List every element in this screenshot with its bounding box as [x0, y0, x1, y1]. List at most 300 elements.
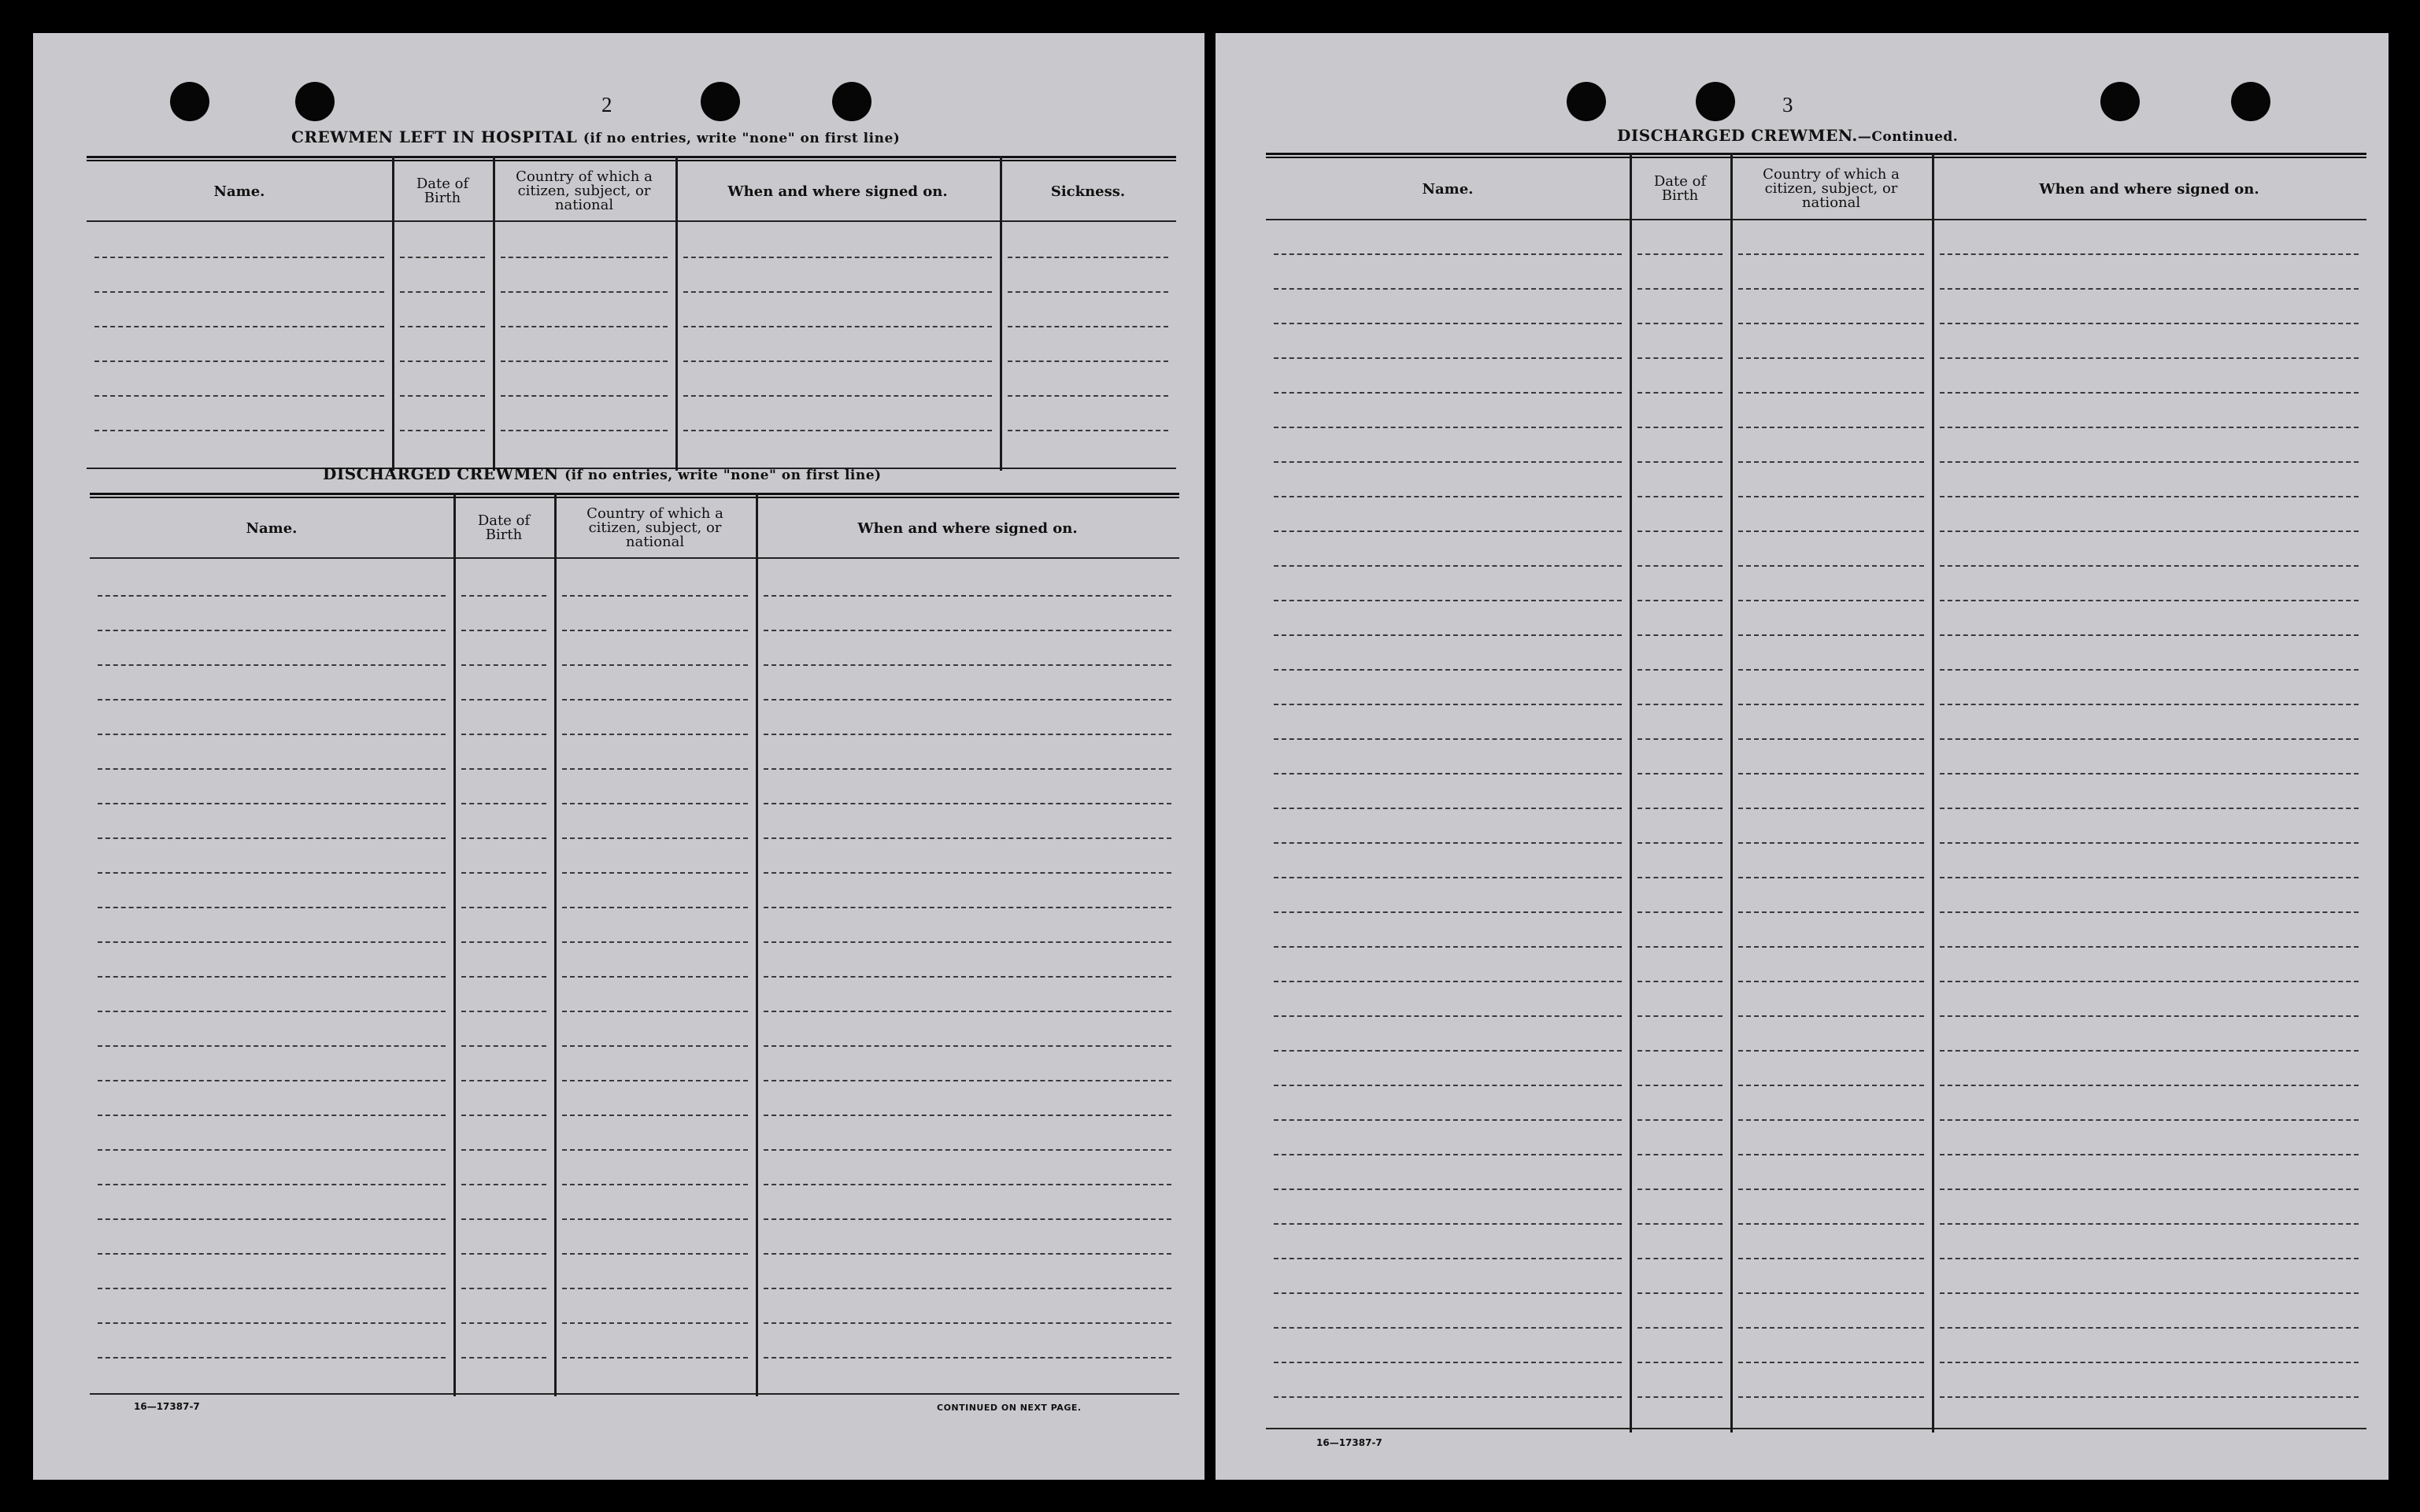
- blank-entry-line[interactable]: [501, 291, 668, 293]
- blank-entry-line[interactable]: [98, 768, 446, 770]
- blank-entry-line[interactable]: [1637, 842, 1722, 844]
- blank-entry-line[interactable]: [1738, 1119, 1924, 1121]
- blank-entry-line[interactable]: [1940, 1050, 2359, 1052]
- blank-entry-line[interactable]: [562, 1322, 748, 1324]
- blank-entry-line[interactable]: [501, 326, 668, 327]
- punch-hole: [1696, 82, 1735, 121]
- column-header-country: Country of which a citizen, subject, or national: [586, 505, 723, 550]
- blank-entry-line[interactable]: [1738, 842, 1924, 844]
- blank-entry-line[interactable]: [1274, 1085, 1622, 1086]
- blank-entry-line[interactable]: [764, 1149, 1171, 1151]
- blank-entry-line[interactable]: [1274, 1327, 1622, 1329]
- blank-entry-line[interactable]: [400, 360, 485, 362]
- blank-entry-line[interactable]: [562, 803, 748, 804]
- blank-entry-line[interactable]: [683, 360, 992, 362]
- blank-entry-line[interactable]: [98, 595, 446, 597]
- blank-entry-line[interactable]: [1637, 392, 1722, 394]
- blank-entry-line[interactable]: [562, 907, 748, 908]
- blank-entry-line[interactable]: [1738, 911, 1924, 913]
- blank-entry-line[interactable]: [461, 630, 546, 631]
- blank-entry-line[interactable]: [764, 664, 1171, 666]
- blank-entry-line[interactable]: [1738, 1050, 1924, 1052]
- blank-entry-line[interactable]: [1940, 392, 2359, 394]
- blank-entry-line[interactable]: [1940, 1119, 2359, 1121]
- blank-entry-line[interactable]: [98, 907, 446, 908]
- blank-entry-line[interactable]: [1637, 773, 1722, 774]
- blank-entry-line[interactable]: [764, 1357, 1171, 1359]
- blank-entry-line[interactable]: [461, 1357, 546, 1359]
- blank-entry-line[interactable]: [1274, 1119, 1622, 1121]
- blank-entry-line[interactable]: [1637, 496, 1722, 497]
- blank-entry-line[interactable]: [1738, 1292, 1924, 1294]
- blank-entry-line[interactable]: [1274, 669, 1622, 671]
- blank-entry-line[interactable]: [1274, 1050, 1622, 1052]
- blank-entry-line[interactable]: [1940, 634, 2359, 636]
- right-page: [1216, 33, 2389, 1480]
- blank-entry-line[interactable]: [98, 941, 446, 943]
- blank-entry-line[interactable]: [1637, 1119, 1722, 1121]
- blank-entry-line[interactable]: [1637, 1362, 1722, 1363]
- blank-entry-line[interactable]: [1008, 326, 1168, 327]
- blank-entry-line[interactable]: [562, 630, 748, 631]
- blank-entry-line[interactable]: [1637, 565, 1722, 567]
- blank-entry-line[interactable]: [764, 1218, 1171, 1220]
- discharged-continued-label: DISCHARGED CREWMEN.: [1617, 126, 1858, 145]
- blank-entry-line[interactable]: [1940, 1292, 2359, 1294]
- blank-entry-line[interactable]: [1274, 773, 1622, 774]
- blank-entry-line[interactable]: [1274, 634, 1622, 636]
- blank-entry-line[interactable]: [461, 1218, 546, 1220]
- blank-entry-line[interactable]: [98, 734, 446, 735]
- blank-entry-line[interactable]: [1940, 981, 2359, 982]
- blank-entry-line[interactable]: [1738, 357, 1924, 359]
- blank-entry-line[interactable]: [1940, 565, 2359, 567]
- column-header-name: Name.: [1422, 180, 1474, 198]
- blank-entry-line[interactable]: [1940, 1362, 2359, 1363]
- blank-entry-line[interactable]: [501, 257, 668, 258]
- blank-entry-line[interactable]: [461, 595, 546, 597]
- column-header-dob: Date of Birth: [1653, 173, 1707, 204]
- blank-entry-line[interactable]: [1738, 565, 1924, 567]
- blank-entry-line[interactable]: [1940, 1327, 2359, 1329]
- blank-entry-line[interactable]: [461, 699, 546, 701]
- blank-entry-line[interactable]: [98, 1045, 446, 1047]
- blank-entry-line[interactable]: [683, 430, 992, 431]
- blank-entry-line[interactable]: [562, 1288, 748, 1289]
- blank-entry-line[interactable]: [1738, 1258, 1924, 1259]
- blank-entry-line[interactable]: [1274, 738, 1622, 740]
- blank-entry-line[interactable]: [562, 837, 748, 839]
- blank-entry-line[interactable]: [1637, 427, 1722, 428]
- blank-entry-line[interactable]: [1274, 1396, 1622, 1398]
- blank-entry-line[interactable]: [683, 257, 992, 258]
- blank-entry-line[interactable]: [461, 872, 546, 874]
- blank-entry-line[interactable]: [1008, 257, 1168, 258]
- blank-entry-line[interactable]: [1637, 704, 1722, 705]
- blank-entry-line[interactable]: [562, 1253, 748, 1255]
- blank-entry-line[interactable]: [1637, 981, 1722, 982]
- blank-entry-line[interactable]: [1274, 1015, 1622, 1017]
- blank-entry-line[interactable]: [1274, 461, 1622, 463]
- blank-entry-line[interactable]: [1008, 430, 1168, 431]
- blank-entry-line[interactable]: [764, 734, 1171, 735]
- blank-entry-line[interactable]: [764, 699, 1171, 701]
- blank-entry-line[interactable]: [1940, 530, 2359, 532]
- blank-entry-line[interactable]: [1738, 1189, 1924, 1190]
- punch-hole: [1567, 82, 1606, 121]
- blank-entry-line[interactable]: [1274, 530, 1622, 532]
- punch-hole: [701, 82, 740, 121]
- blank-entry-line[interactable]: [1738, 427, 1924, 428]
- blank-entry-line[interactable]: [1637, 530, 1722, 532]
- blank-entry-line[interactable]: [1940, 808, 2359, 809]
- blank-entry-line[interactable]: [764, 941, 1171, 943]
- blank-entry-line[interactable]: [562, 595, 748, 597]
- blank-entry-line[interactable]: [400, 430, 485, 431]
- blank-entry-line[interactable]: [1738, 738, 1924, 740]
- blank-entry-line[interactable]: [461, 941, 546, 943]
- blank-entry-line[interactable]: [1940, 1085, 2359, 1086]
- blank-entry-line[interactable]: [1738, 600, 1924, 601]
- blank-entry-line[interactable]: [1738, 1327, 1924, 1329]
- blank-entry-line[interactable]: [1274, 253, 1622, 255]
- continued-suffix: —Continued.: [1857, 129, 1959, 145]
- blank-entry-line[interactable]: [461, 1322, 546, 1324]
- blank-entry-line[interactable]: [764, 1253, 1171, 1255]
- blank-entry-line[interactable]: [1738, 981, 1924, 982]
- discharged-table: [90, 493, 1179, 1396]
- blank-entry-line[interactable]: [461, 1288, 546, 1289]
- blank-entry-line[interactable]: [562, 1115, 748, 1116]
- discharged-instruction: (if no entries, write "none" on first line): [564, 468, 882, 483]
- blank-entry-line[interactable]: [461, 1184, 546, 1185]
- blank-entry-line[interactable]: [562, 1184, 748, 1185]
- blank-entry-line[interactable]: [562, 768, 748, 770]
- blank-entry-line[interactable]: [400, 395, 485, 397]
- blank-entry-line[interactable]: [1940, 877, 2359, 878]
- hospital-instruction: (if no entries, write "none" on first line): [583, 131, 901, 146]
- punch-hole: [170, 82, 209, 121]
- blank-entry-line[interactable]: [501, 395, 668, 397]
- blank-entry-line[interactable]: [1738, 1154, 1924, 1155]
- blank-entry-line[interactable]: [461, 803, 546, 804]
- blank-entry-line[interactable]: [461, 768, 546, 770]
- blank-entry-line[interactable]: [1738, 877, 1924, 878]
- blank-entry-line[interactable]: [1637, 911, 1722, 913]
- blank-entry-line[interactable]: [98, 1149, 446, 1151]
- column-header-dob: Date of Birth: [477, 512, 531, 543]
- blank-entry-line[interactable]: [461, 664, 546, 666]
- blank-entry-line[interactable]: [1738, 392, 1924, 394]
- blank-entry-line[interactable]: [1940, 1015, 2359, 1017]
- blank-entry-line[interactable]: [562, 699, 748, 701]
- blank-entry-line[interactable]: [1637, 1154, 1722, 1155]
- blank-entry-line[interactable]: [98, 1218, 446, 1220]
- blank-entry-line[interactable]: [764, 803, 1171, 804]
- blank-entry-line[interactable]: [1940, 773, 2359, 774]
- form-number: 16—17387-7: [1316, 1437, 1382, 1448]
- blank-entry-line[interactable]: [1738, 1015, 1924, 1017]
- blank-entry-line[interactable]: [1637, 1050, 1722, 1052]
- blank-entry-line[interactable]: [1940, 738, 2359, 740]
- blank-entry-line[interactable]: [1940, 1258, 2359, 1259]
- blank-entry-line[interactable]: [683, 291, 992, 293]
- blank-entry-line[interactable]: [1274, 1223, 1622, 1225]
- blank-entry-line[interactable]: [1738, 1085, 1924, 1086]
- blank-entry-line[interactable]: [1738, 773, 1924, 774]
- blank-entry-line[interactable]: [562, 664, 748, 666]
- blank-entry-line[interactable]: [1738, 1223, 1924, 1225]
- blank-entry-line[interactable]: [1940, 1396, 2359, 1398]
- punch-hole: [295, 82, 335, 121]
- blank-entry-line[interactable]: [764, 1011, 1171, 1012]
- blank-entry-line[interactable]: [764, 1288, 1171, 1289]
- blank-entry-line[interactable]: [1738, 704, 1924, 705]
- blank-entry-line[interactable]: [461, 1080, 546, 1081]
- blank-entry-line[interactable]: [1274, 1154, 1622, 1155]
- blank-entry-line[interactable]: [1274, 946, 1622, 948]
- blank-entry-line[interactable]: [1940, 1189, 2359, 1190]
- blank-entry-line[interactable]: [98, 664, 446, 666]
- punch-hole: [832, 82, 871, 121]
- blank-entry-line[interactable]: [562, 1011, 748, 1012]
- column-header-signed-on: When and where signed on.: [727, 183, 948, 200]
- column-header-name: Name.: [246, 519, 298, 537]
- blank-entry-line[interactable]: [98, 1011, 446, 1012]
- blank-entry-line[interactable]: [98, 1322, 446, 1324]
- blank-entry-line[interactable]: [1637, 946, 1722, 948]
- blank-entry-line[interactable]: [1637, 357, 1722, 359]
- blank-entry-line[interactable]: [1940, 1154, 2359, 1155]
- column-header-country: Country of which a citizen, subject, or national: [1763, 166, 1900, 211]
- blank-entry-line[interactable]: [1008, 395, 1168, 397]
- blank-entry-line[interactable]: [1274, 1258, 1622, 1259]
- column-name: [87, 156, 392, 471]
- blank-entry-line[interactable]: [1274, 323, 1622, 324]
- blank-entry-line[interactable]: [94, 257, 384, 258]
- blank-entry-line[interactable]: [1637, 669, 1722, 671]
- blank-entry-line[interactable]: [1637, 877, 1722, 878]
- blank-entry-line[interactable]: [683, 326, 992, 327]
- blank-entry-line[interactable]: [764, 1115, 1171, 1116]
- blank-entry-line[interactable]: [1274, 496, 1622, 497]
- blank-entry-line[interactable]: [98, 1357, 446, 1359]
- blank-entry-line[interactable]: [1940, 357, 2359, 359]
- blank-entry-line[interactable]: [461, 1149, 546, 1151]
- blank-entry-line[interactable]: [1637, 1189, 1722, 1190]
- discharged-continued-table: [1266, 153, 2366, 1433]
- blank-entry-line[interactable]: [764, 1045, 1171, 1047]
- blank-entry-line[interactable]: [1274, 357, 1622, 359]
- page-number: 3: [1782, 93, 1793, 116]
- blank-entry-line[interactable]: [1637, 1327, 1722, 1329]
- blank-entry-line[interactable]: [1738, 1362, 1924, 1363]
- blank-entry-line[interactable]: [461, 907, 546, 908]
- blank-entry-line[interactable]: [1274, 981, 1622, 982]
- blank-entry-line[interactable]: [764, 1322, 1171, 1324]
- blank-entry-line[interactable]: [1940, 461, 2359, 463]
- blank-entry-line[interactable]: [1940, 323, 2359, 324]
- blank-entry-line[interactable]: [562, 941, 748, 943]
- blank-entry-line[interactable]: [1274, 877, 1622, 878]
- blank-entry-line[interactable]: [1637, 1292, 1722, 1294]
- blank-entry-line[interactable]: [461, 1253, 546, 1255]
- blank-entry-line[interactable]: [94, 430, 384, 431]
- blank-entry-line[interactable]: [94, 360, 384, 362]
- blank-entry-line[interactable]: [461, 1115, 546, 1116]
- blank-entry-line[interactable]: [98, 1288, 446, 1289]
- blank-entry-line[interactable]: [562, 872, 748, 874]
- blank-entry-line[interactable]: [1274, 911, 1622, 913]
- blank-entry-line[interactable]: [1637, 738, 1722, 740]
- column-signed-on: [756, 493, 1179, 1396]
- blank-entry-line[interactable]: [1637, 600, 1722, 601]
- blank-entry-line[interactable]: [1738, 323, 1924, 324]
- blank-entry-line[interactable]: [562, 1357, 748, 1359]
- blank-entry-line[interactable]: [1738, 530, 1924, 532]
- blank-entry-line[interactable]: [1940, 704, 2359, 705]
- blank-entry-line[interactable]: [1637, 253, 1722, 255]
- blank-entry-line[interactable]: [98, 1253, 446, 1255]
- blank-entry-line[interactable]: [1940, 253, 2359, 255]
- blank-entry-line[interactable]: [94, 291, 384, 293]
- blank-entry-line[interactable]: [764, 976, 1171, 978]
- blank-entry-line[interactable]: [501, 430, 668, 431]
- blank-entry-line[interactable]: [562, 1149, 748, 1151]
- blank-entry-line[interactable]: [94, 326, 384, 327]
- blank-entry-line[interactable]: [1637, 808, 1722, 809]
- column-header-signed-on: When and where signed on.: [2039, 180, 2259, 198]
- blank-entry-line[interactable]: [461, 837, 546, 839]
- blank-entry-line[interactable]: [1738, 288, 1924, 290]
- blank-entry-line[interactable]: [1940, 669, 2359, 671]
- blank-entry-line[interactable]: [764, 1184, 1171, 1185]
- blank-entry-line[interactable]: [1637, 1015, 1722, 1017]
- column-header-signed-on: When and where signed on.: [857, 519, 1078, 537]
- column-header-name: Name.: [213, 183, 265, 200]
- blank-entry-line[interactable]: [1637, 1085, 1722, 1086]
- blank-entry-line[interactable]: [98, 837, 446, 839]
- blank-entry-line[interactable]: [764, 1080, 1171, 1081]
- blank-entry-line[interactable]: [1940, 427, 2359, 428]
- discharged-continued-title: [1617, 126, 1958, 145]
- blank-entry-line[interactable]: [1274, 1362, 1622, 1363]
- blank-entry-line[interactable]: [1274, 808, 1622, 809]
- blank-entry-line[interactable]: [400, 291, 485, 293]
- blank-entry-line[interactable]: [1738, 253, 1924, 255]
- blank-entry-line[interactable]: [1637, 1223, 1722, 1225]
- blank-entry-line[interactable]: [1940, 496, 2359, 497]
- column-sickness: [1000, 156, 1176, 471]
- blank-entry-line[interactable]: [98, 1115, 446, 1116]
- blank-entry-line[interactable]: [1738, 634, 1924, 636]
- blank-entry-line[interactable]: [1940, 911, 2359, 913]
- blank-entry-line[interactable]: [1637, 634, 1722, 636]
- blank-entry-line[interactable]: [400, 257, 485, 258]
- blank-entry-line[interactable]: [764, 768, 1171, 770]
- blank-entry-line[interactable]: [1637, 1396, 1722, 1398]
- blank-entry-line[interactable]: [562, 1045, 748, 1047]
- blank-entry-line[interactable]: [1274, 704, 1622, 705]
- punch-hole: [2231, 82, 2270, 121]
- blank-entry-line[interactable]: [461, 1045, 546, 1047]
- blank-entry-line[interactable]: [1274, 288, 1622, 290]
- blank-entry-line[interactable]: [683, 395, 992, 397]
- blank-entry-line[interactable]: [562, 1218, 748, 1220]
- blank-entry-line[interactable]: [1940, 600, 2359, 601]
- column-name: [1266, 153, 1630, 1433]
- blank-entry-line[interactable]: [562, 1080, 748, 1081]
- blank-entry-line[interactable]: [1940, 946, 2359, 948]
- blank-entry-line[interactable]: [98, 1184, 446, 1185]
- column-dob: [1630, 153, 1730, 1433]
- hospital-title: CREWMEN LEFT IN HOSPITAL: [291, 128, 578, 146]
- blank-entry-line[interactable]: [764, 837, 1171, 839]
- blank-entry-line[interactable]: [764, 872, 1171, 874]
- blank-entry-line[interactable]: [1274, 842, 1622, 844]
- column-header-country: Country of which a citizen, subject, or national: [516, 168, 653, 213]
- blank-entry-line[interactable]: [1637, 1258, 1722, 1259]
- blank-entry-line[interactable]: [1940, 288, 2359, 290]
- blank-entry-line[interactable]: [1274, 427, 1622, 428]
- blank-entry-line[interactable]: [461, 734, 546, 735]
- column-signed-on: [1932, 153, 2366, 1433]
- blank-entry-line[interactable]: [1637, 461, 1722, 463]
- blank-entry-line[interactable]: [98, 699, 446, 701]
- blank-entry-line[interactable]: [98, 872, 446, 874]
- continued-notice: CONTINUED ON NEXT PAGE.: [937, 1403, 1082, 1413]
- blank-entry-line[interactable]: [1008, 291, 1168, 293]
- blank-entry-line[interactable]: [764, 630, 1171, 631]
- blank-entry-line[interactable]: [400, 326, 485, 327]
- blank-entry-line[interactable]: [1738, 669, 1924, 671]
- blank-entry-line[interactable]: [1008, 360, 1168, 362]
- blank-entry-line[interactable]: [1274, 392, 1622, 394]
- blank-entry-line[interactable]: [1637, 288, 1722, 290]
- blank-entry-line[interactable]: [1274, 600, 1622, 601]
- blank-entry-line[interactable]: [1738, 1396, 1924, 1398]
- blank-entry-line[interactable]: [562, 976, 748, 978]
- blank-entry-line[interactable]: [1637, 323, 1722, 324]
- blank-entry-line[interactable]: [1274, 1292, 1622, 1294]
- blank-entry-line[interactable]: [94, 395, 384, 397]
- blank-entry-line[interactable]: [764, 595, 1171, 597]
- discharged-section-title: [323, 464, 882, 483]
- column-header-sickness: Sickness.: [1050, 183, 1126, 200]
- blank-entry-line[interactable]: [1738, 808, 1924, 809]
- blank-entry-line[interactable]: [501, 360, 668, 362]
- column-name: [90, 493, 453, 1396]
- blank-entry-line[interactable]: [562, 734, 748, 735]
- hospital-table: [87, 156, 1176, 471]
- blank-entry-line[interactable]: [98, 803, 446, 804]
- blank-entry-line[interactable]: [461, 1011, 546, 1012]
- column-signed-on: [675, 156, 1000, 471]
- blank-entry-line[interactable]: [1738, 461, 1924, 463]
- column-dob: [392, 156, 493, 471]
- blank-entry-line[interactable]: [461, 976, 546, 978]
- blank-entry-line[interactable]: [98, 1080, 446, 1081]
- blank-entry-line[interactable]: [1738, 496, 1924, 497]
- blank-entry-line[interactable]: [764, 907, 1171, 908]
- blank-entry-line[interactable]: [1738, 946, 1924, 948]
- blank-entry-line[interactable]: [1274, 565, 1622, 567]
- blank-entry-line[interactable]: [1940, 1223, 2359, 1225]
- blank-entry-line[interactable]: [98, 976, 446, 978]
- blank-entry-line[interactable]: [1274, 1189, 1622, 1190]
- blank-entry-line[interactable]: [98, 630, 446, 631]
- blank-entry-line[interactable]: [1940, 842, 2359, 844]
